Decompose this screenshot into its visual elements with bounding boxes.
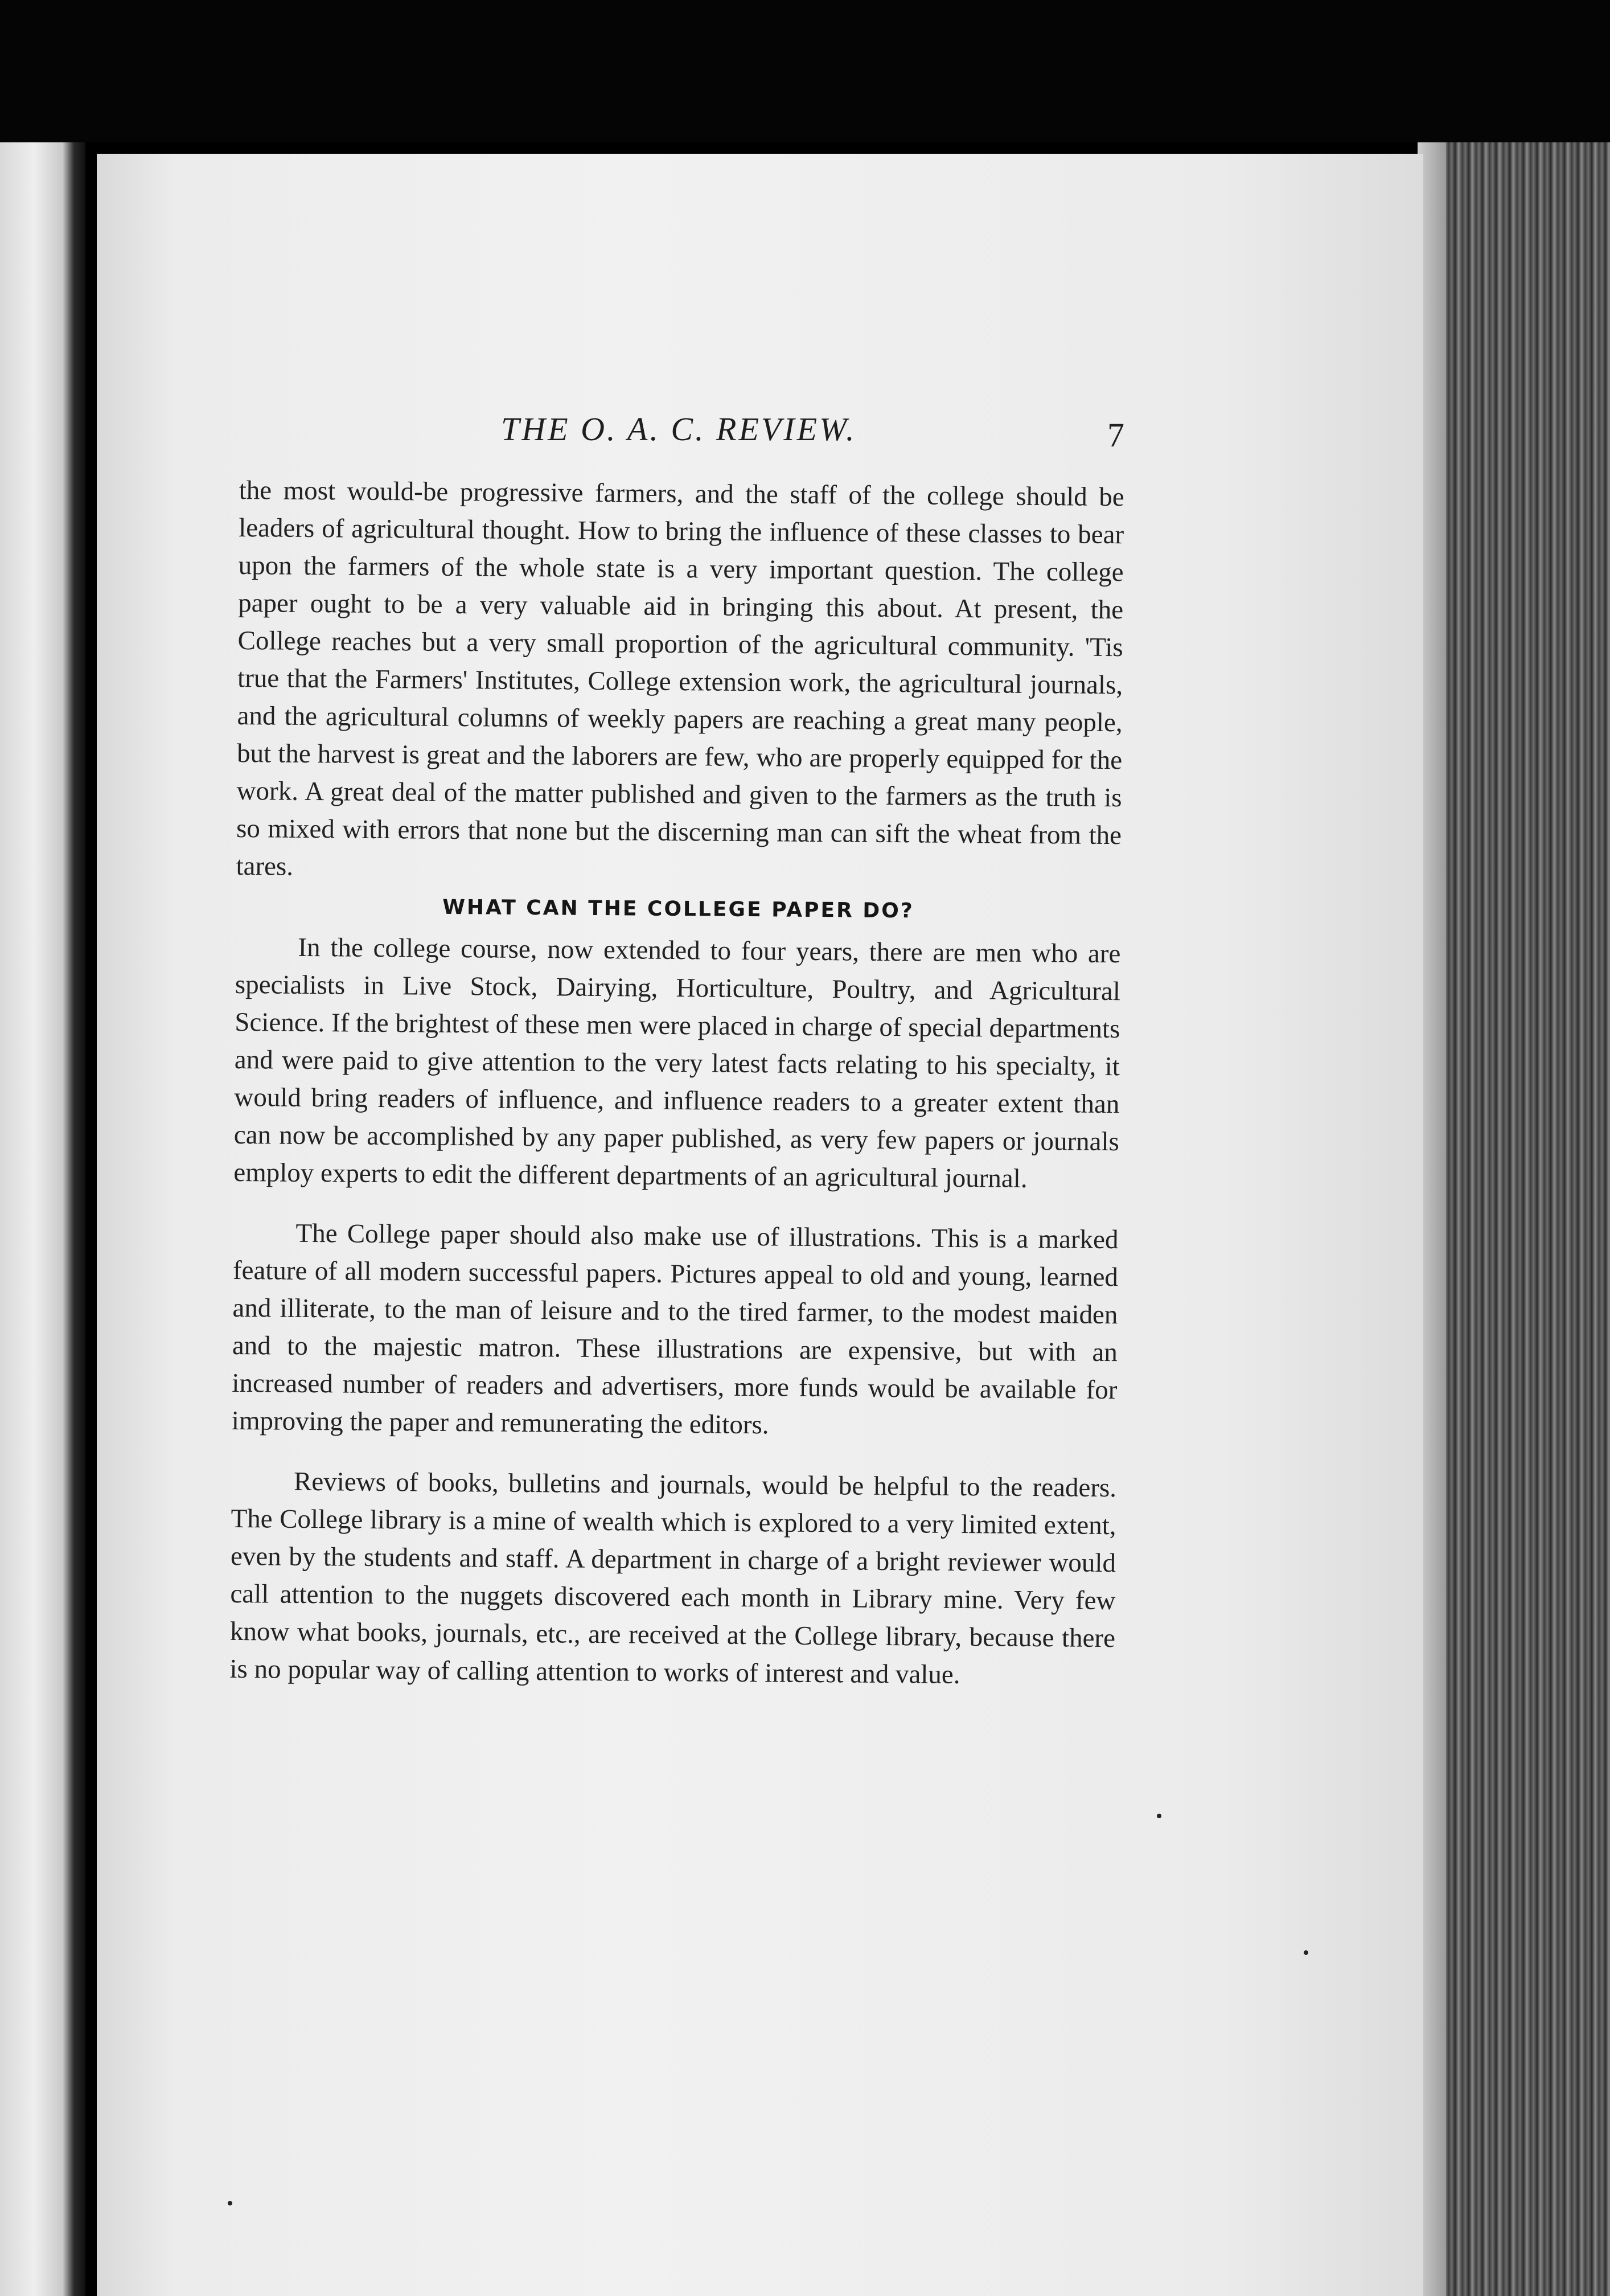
scan-border-top: [0, 0, 1610, 142]
article-body: [229, 472, 1124, 1695]
paragraph-continued: the most would-be progressive farmers, and the staff of the college should be leaders of agricultural thought. How to bring the influence of these classes to bear upon the farmers of the whole state is a very important question. The college paper ought to be a very valuable aid in bringing this about. At present, the College reaches but a very small proportion of the agricultural community. 'Tis true that the Farmers' Institutes, College extension work, the agricultural journals, and the agricultural columns of weekly papers are reaching a great many people, but the harvest is great and the laborers are few, who are properly equipped for the work. A great deal of the matter published and given to the farmers as the truth is so mixed with errors that none but the discerning man can sift the wheat from the tares.: [236, 475, 1124, 882]
book-edge-right: [1435, 142, 1610, 2296]
book-edge-left: [0, 142, 85, 2296]
running-title: THE O. A. C. REVIEW.: [501, 411, 857, 448]
scan-speck: [228, 2201, 232, 2205]
scan-speck: [1157, 1814, 1161, 1818]
scan-speck: [1304, 1950, 1308, 1955]
paragraph: In the college course, now extended to four years, there are men who are specialists in Live Stock, Dairying, Horticulture, Poultry, and Agricultural Science. If the brightest of these men were placed in charge of special departments and were paid to give attention to the very latest facts relating to his specialty, it would bring readers of influence, and influence readers to a greater extent than can now be accomplished by any paper published, as very few papers or journals employ experts to edit the different departments of an agricultural journal.: [233, 932, 1121, 1194]
paragraph: Reviews of books, bulletins and journals, would be helpful to the readers. The College library is a mine of wealth which is explored to a very limited extent, even by the students and staff. A department in charge of a bright reviewer would call attention to the nuggets discovered each month in Library mine. Very few know what books, journals, etc., are received at the College library, because there is no popular way of calling attention to works of interest and value.: [229, 1466, 1117, 1690]
page-number: 7: [1107, 416, 1124, 454]
paragraph: The College paper should also make use of illustrations. This is a marked feature of all modern successful papers. Pictures appeal to old and young, learned and illiterate, to the man of leisure and to the tired farmer, to the modest maiden and to the majestic matron. These illustrations are expensive, but with an increased number of readers and advertisers, more funds would be available for improving the paper and remunerating the editors.: [231, 1218, 1119, 1440]
section-heading: WHAT CAN THE COLLEGE PAPER DO?: [442, 895, 914, 923]
